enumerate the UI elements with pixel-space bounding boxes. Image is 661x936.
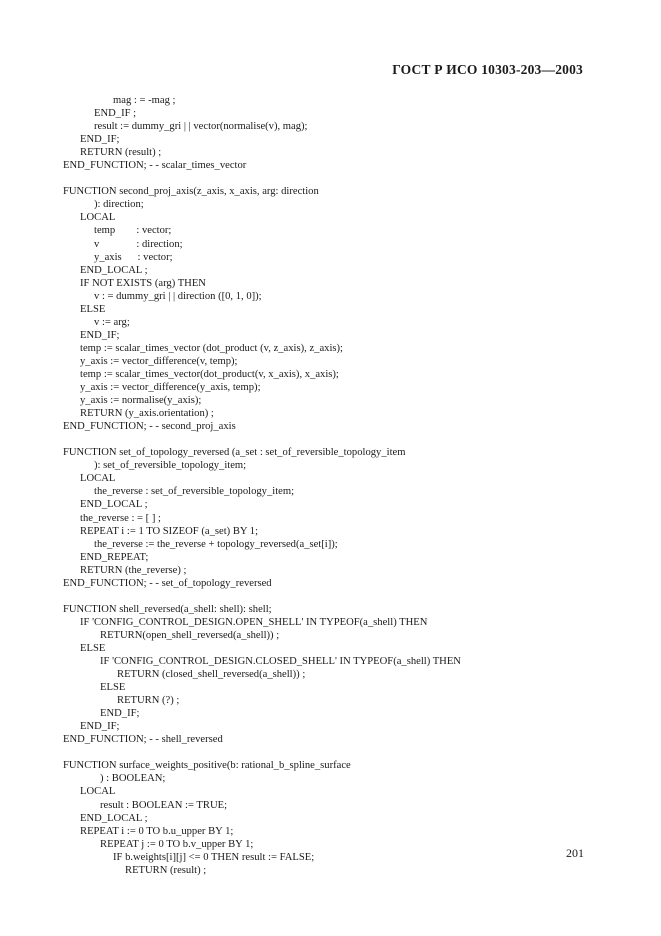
- code-line: y_axis := vector_difference(y_axis, temp);: [80, 382, 261, 394]
- code-line: ): set_of_reversible_topology_item;: [94, 460, 247, 472]
- code-line: y_axis := normalise(y_axis);: [80, 395, 202, 407]
- code-line: FUNCTION set_of_topology_reversed (a_set : set_of_reversible_topology_item: [63, 447, 406, 459]
- code-line: RETURN (the_reverse) ;: [80, 564, 187, 576]
- code-line: RETURN(open_shell_reversed(a_shell)) ;: [100, 629, 280, 641]
- code-line: temp := scalar_times_vector(dot_product(v, x_axis), x_axis);: [80, 368, 339, 380]
- code-line: result := dummy_gri | | vector(normalise(v), mag);: [94, 121, 308, 133]
- code-line: RETURN (?) ;: [117, 695, 180, 707]
- express-code-listing: [63, 94, 623, 877]
- code-line: temp : vector;: [94, 225, 172, 237]
- code-line: IF 'CONFIG_CONTROL_DESIGN.OPEN_SHELL' IN TYPEOF(a_shell) THEN: [80, 616, 428, 628]
- code-line: END_FUNCTION; - - set_of_topology_reversed: [63, 577, 272, 589]
- code-line: REPEAT i := 1 TO SIZEOF (a_set) BY 1;: [80, 525, 259, 537]
- code-line: v : direction;: [94, 238, 183, 250]
- code-line: RETURN (result) ;: [125, 864, 207, 876]
- code-line: ELSE: [80, 303, 106, 315]
- code-line: FUNCTION shell_reversed(a_shell: shell): shell;: [63, 603, 272, 615]
- code-line: v : = dummy_gri | | direction ([0, 1, 0]);: [94, 290, 262, 302]
- code-line: END_FUNCTION; - - shell_reversed: [63, 734, 223, 746]
- code-line: REPEAT i := 0 TO b.u_upper BY 1;: [80, 825, 234, 837]
- code-line: END_IF;: [80, 721, 120, 733]
- code-line: v := arg;: [94, 316, 130, 328]
- code-line: END_IF;: [80, 329, 120, 341]
- code-line: ): direction;: [94, 199, 144, 211]
- code-line: END_LOCAL ;: [80, 264, 148, 276]
- code-line: ELSE: [100, 682, 126, 694]
- code-line: END_IF ;: [94, 108, 137, 120]
- document-header: ГОСТ Р ИСО 10303-203—2003: [392, 62, 583, 77]
- code-line: END_LOCAL ;: [80, 499, 148, 511]
- code-line: END_IF;: [80, 134, 120, 146]
- code-line: LOCAL: [80, 786, 116, 798]
- blank-line: [63, 172, 623, 185]
- blank-line: [63, 433, 623, 446]
- code-line: IF 'CONFIG_CONTROL_DESIGN.CLOSED_SHELL' IN TYPEOF(a_shell) THEN: [100, 656, 461, 668]
- page-number: 201: [566, 846, 584, 860]
- code-line: RETURN (y_axis.orientation) ;: [80, 408, 214, 420]
- code-line: y_axis : vector;: [94, 251, 173, 263]
- code-line: LOCAL: [80, 473, 116, 485]
- code-line: FUNCTION second_proj_axis(z_axis, x_axis, arg: direction: [63, 186, 319, 198]
- blank-line: [63, 746, 623, 759]
- code-line: IF b.weights[i][j] <= 0 THEN result := FALSE;: [113, 851, 315, 863]
- code-line: REPEAT j := 0 TO b.v_upper BY 1;: [100, 838, 254, 850]
- code-line: y_axis := vector_difference(v, temp);: [80, 355, 238, 367]
- code-line: FUNCTION surface_weights_positive(b: rational_b_spline_surface: [63, 760, 351, 772]
- code-line: LOCAL: [80, 212, 116, 224]
- code-line: END_LOCAL ;: [80, 812, 148, 824]
- code-line: ELSE: [80, 642, 106, 654]
- code-line: the_reverse : set_of_reversible_topology_item;: [94, 486, 295, 498]
- code-line: END_FUNCTION; - - second_proj_axis: [63, 421, 236, 433]
- code-line: ) : BOOLEAN;: [100, 773, 166, 785]
- code-line: the_reverse := the_reverse + topology_reversed(a_set[i]);: [94, 538, 338, 550]
- code-line: mag : = -mag ;: [113, 95, 176, 106]
- code-line: result : BOOLEAN := TRUE;: [100, 799, 228, 811]
- code-line: RETURN (result) ;: [80, 147, 162, 159]
- code-line: RETURN (closed_shell_reversed(a_shell)) ;: [117, 669, 306, 681]
- code-line: END_REPEAT;: [80, 551, 149, 563]
- code-line: END_FUNCTION; - - scalar_times_vector: [63, 160, 247, 172]
- code-line: IF NOT EXISTS (arg) THEN: [80, 277, 206, 289]
- code-line: the_reverse : = [ ] ;: [80, 512, 161, 524]
- code-line: temp := scalar_times_vector (dot_product (v, z_axis), z_axis);: [80, 342, 343, 354]
- code-line: END_IF;: [100, 708, 140, 720]
- blank-line: [63, 590, 623, 603]
